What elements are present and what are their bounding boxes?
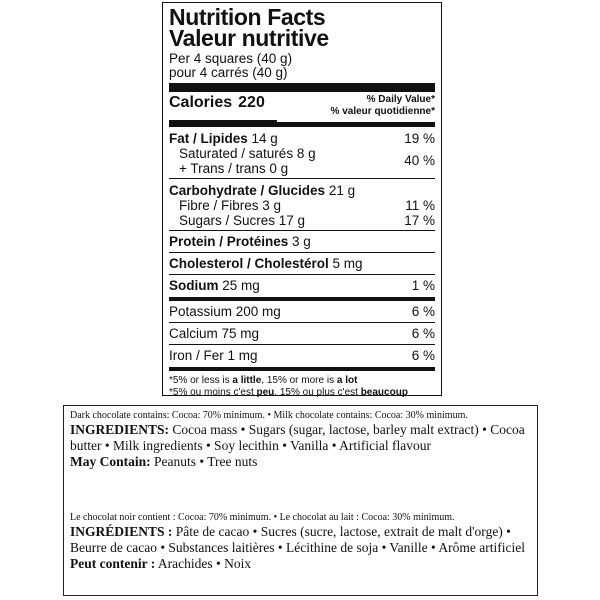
- ingredients-en: [70, 422, 533, 454]
- nutrition-facts-panel: [162, 2, 442, 396]
- may-contain-label-en: May Contain:: [70, 454, 151, 469]
- footnote-fr-b: peu: [256, 387, 275, 398]
- footnote-fr: [169, 387, 435, 399]
- cocoa-note-fr: Le chocolat noir contient : Cocoa: 70% minimum. • Le chocolat au lait : Cocoa: 30% minimum.: [70, 512, 455, 523]
- dv-header-en: % Daily Value*: [366, 94, 435, 105]
- trans-label: + Trans / trans 0 g: [179, 161, 289, 176]
- footnote-fr-a: *5% ou moins c'est: [169, 387, 257, 398]
- sodium-label: Sodium: [169, 278, 219, 293]
- title-en: Nutrition Facts: [169, 4, 326, 30]
- footnote-en: [169, 375, 435, 387]
- sodium-value: 25 mg: [222, 278, 260, 293]
- sodium-pct: 1 %: [411, 278, 435, 293]
- sugars-label: Sugars / Sucres 17 g: [179, 213, 306, 228]
- protein-value: 3 g: [292, 234, 311, 249]
- fibre-pct: 11 %: [405, 198, 435, 213]
- cholesterol-label: Cholesterol / Cholestérol: [169, 256, 329, 271]
- potassium-row: [169, 301, 435, 323]
- may-contain-label-fr: Peut contenir :: [70, 556, 156, 571]
- carbohydrate-value: 21 g: [328, 183, 356, 198]
- ingredients-text-fr: Pâte de cacao • Sucres (sucre, lactose, extrait de malt d'orge) • Beurre de cacao • Substances laitières • Lécithine de soja • Vanille • Arôme artificiel: [70, 524, 525, 555]
- ingredients-text-en: Cocoa mass • Sugars (sugar, lactose, barley malt extract) • Cocoa butter • Milk ingredients • Soy lecithin • Vanilla • Artificial flavour: [70, 422, 525, 453]
- sodium-row: [169, 275, 435, 297]
- carbohydrate-group: [169, 179, 435, 231]
- spacer: [70, 470, 533, 512]
- fat-value: 14 g: [251, 131, 278, 146]
- may-contain-en: [70, 454, 533, 470]
- dv-header-fr: % valeur quotidienne*: [330, 106, 435, 117]
- may-contain-fr: [70, 556, 533, 572]
- calcium-label: Calcium 75 mg: [169, 326, 260, 341]
- fat-label: Fat / Lipides: [169, 131, 248, 146]
- iron-pct: 6 %: [411, 348, 435, 363]
- trans-row: [169, 161, 435, 176]
- fat-pct: 19 %: [404, 131, 435, 146]
- serving-fr: pour 4 carrés (40 g): [169, 65, 288, 80]
- fat-row: [169, 131, 435, 146]
- cholesterol-value: 5 mg: [332, 256, 363, 271]
- calories-underline: [169, 120, 277, 125]
- calories-value: 220: [238, 94, 265, 111]
- may-contain-text-en: Peanuts • Tree nuts: [150, 454, 258, 469]
- footnote-fr-d: beaucoup: [360, 387, 408, 398]
- ingredients-panel: [63, 405, 538, 596]
- calories-label: Calories: [169, 94, 233, 111]
- potassium-label: Potassium 200 mg: [169, 304, 281, 319]
- title-fr: Valeur nutritive: [169, 25, 329, 51]
- iron-row: [169, 345, 435, 367]
- serving-size: [169, 52, 435, 80]
- cocoa-note-en: Dark chocolate contains: Cocoa: 70% minimum. • Milk chocolate contains: Cocoa: 30% minimum.: [70, 410, 468, 421]
- footnote: [169, 371, 435, 399]
- saturated-row: [169, 146, 435, 168]
- ingredients-fr: [70, 524, 533, 556]
- protein-label: Protein / Protéines: [169, 234, 289, 249]
- fat-group: [169, 127, 435, 179]
- footnote-en-d: a lot: [336, 375, 358, 386]
- footnote-en-b: a little: [232, 375, 262, 386]
- ingredients-label-fr: INGRÉDIENTS :: [70, 524, 173, 539]
- sugars-row: [169, 213, 435, 228]
- daily-value-header: [331, 94, 435, 118]
- cholesterol-row: [169, 253, 435, 275]
- protein-row: [169, 231, 435, 253]
- footnote-en-a: *5% or less is: [169, 375, 233, 386]
- potassium-pct: 6 %: [411, 304, 435, 319]
- calories-row: [169, 92, 435, 123]
- ingredients-label-en: INGREDIENTS:: [70, 422, 170, 437]
- thick-divider: [169, 83, 435, 92]
- sugars-pct: 17 %: [404, 213, 435, 228]
- calcium-row: [169, 323, 435, 345]
- may-contain-text-fr: Arachides • Noix: [155, 556, 252, 571]
- footnote-en-c: , 15% or more is: [261, 375, 337, 386]
- footnote-fr-c: , 15% ou plus c'est: [274, 387, 361, 398]
- calcium-pct: 6 %: [411, 326, 435, 341]
- carbohydrate-label: Carbohydrate / Glucides: [169, 183, 326, 198]
- fibre-row: [169, 198, 435, 213]
- fibre-label: Fibre / Fibres 3 g: [179, 198, 282, 213]
- serving-en: Per 4 squares (40 g): [169, 51, 293, 66]
- saturated-label: Saturated / saturés 8 g: [179, 146, 316, 161]
- carbohydrate-row: [169, 183, 435, 198]
- saturated-trans-pct: 40 %: [404, 153, 435, 168]
- iron-label: Iron / Fer 1 mg: [169, 348, 258, 363]
